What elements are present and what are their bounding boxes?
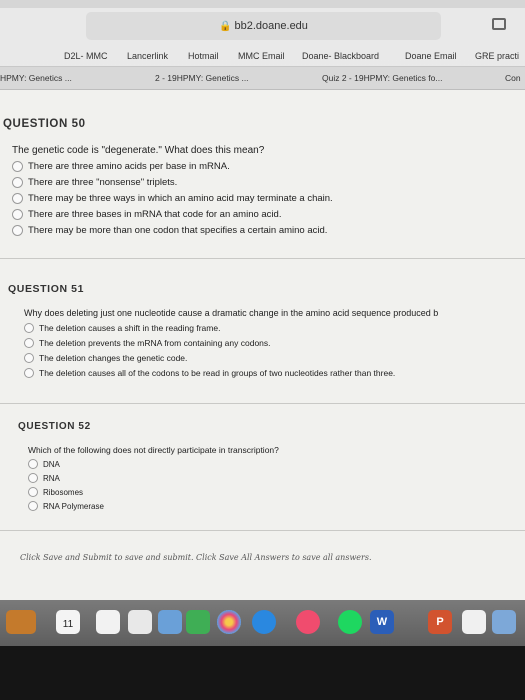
section-divider	[0, 530, 525, 531]
radio-button[interactable]	[12, 193, 23, 204]
photos-icon[interactable]	[217, 610, 241, 634]
bookmark-lancerlink[interactable]: Lancerlink	[127, 51, 169, 61]
bookmark-d2l-mmc[interactable]: D2L- MMC	[64, 51, 108, 61]
messages-icon[interactable]	[252, 610, 276, 634]
option-label: The deletion causes all of the codons to be read in groups of two nucleotides rather than three.	[39, 367, 396, 378]
question-52-text: Which of the following does not directly participate in transcription?	[28, 445, 279, 455]
radio-button[interactable]	[12, 225, 23, 236]
option-label: There are three amino acids per base in mRNA.	[28, 160, 230, 172]
question-52-option[interactable]	[28, 499, 279, 513]
section-divider	[0, 403, 525, 404]
option-label: The deletion prevents the mRNA from containing any codons.	[39, 337, 271, 348]
bookmark-gre-practice[interactable]: GRE practi	[475, 51, 520, 61]
dock	[0, 600, 525, 646]
option-label: DNA	[43, 459, 60, 469]
word-icon[interactable]	[370, 610, 394, 634]
calendar-icon[interactable]	[56, 610, 80, 634]
bookmark-doane-email[interactable]: Doane Email	[405, 51, 457, 61]
bookmarks-bar	[0, 48, 525, 66]
question-51-option[interactable]	[24, 365, 438, 380]
maps-icon[interactable]	[158, 610, 182, 634]
radio-button[interactable]	[28, 473, 38, 483]
lock-icon: 🔒	[219, 20, 232, 32]
option-label: The deletion causes a shift in the reading frame.	[39, 322, 221, 333]
bookmark-doane-blackboard[interactable]: Doane- Blackboard	[302, 51, 380, 61]
option-label: Ribosomes	[43, 487, 84, 497]
option-label: There may be three ways in which an amino acid may terminate a chain.	[28, 192, 333, 204]
calendar-day: 11	[62, 619, 74, 630]
radio-button[interactable]	[28, 459, 38, 469]
radio-button[interactable]	[24, 338, 34, 348]
question-51-heading: QUESTION 51	[8, 283, 85, 295]
option-label: RNA	[43, 473, 60, 483]
address-bar[interactable]	[86, 12, 441, 40]
radio-button[interactable]	[24, 368, 34, 378]
facetime-icon[interactable]	[186, 610, 210, 634]
option-label: There may be more than one codon that specifies a certain amino acid.	[28, 224, 328, 236]
window-top-strip	[0, 0, 525, 8]
preview-icon[interactable]	[462, 610, 486, 634]
radio-button[interactable]	[12, 177, 23, 188]
bookmark-mmc-email[interactable]: MMC Email	[238, 51, 285, 61]
option-label: RNA Polymerase	[43, 501, 104, 511]
folder-icon[interactable]	[6, 610, 36, 634]
question-52-option[interactable]	[28, 457, 279, 471]
option-label: There are three bases in mRNA that code for an amino acid.	[28, 208, 282, 220]
question-52-option[interactable]	[28, 485, 279, 499]
monitor-bezel	[0, 646, 525, 700]
spotify-icon[interactable]	[338, 610, 362, 634]
question-50-text: The genetic code is "degenerate." What does this mean?	[12, 145, 265, 156]
question-51-option[interactable]	[24, 350, 438, 365]
tab-genetics[interactable]: HPMY: Genetics ...	[0, 73, 72, 83]
bookmark-hotmail[interactable]: Hotmail	[188, 51, 219, 61]
powerpoint-label: P	[436, 616, 444, 628]
radio-button[interactable]	[12, 161, 23, 172]
word-label: W	[376, 616, 388, 628]
tab-19hpmy-genetics[interactable]: 2 - 19HPMY: Genetics ...	[155, 73, 249, 83]
question-50-option[interactable]	[12, 190, 333, 206]
question-52-option[interactable]	[28, 471, 279, 485]
question-50-option[interactable]	[12, 222, 333, 238]
question-50-option[interactable]	[12, 174, 333, 190]
radio-button[interactable]	[24, 323, 34, 333]
radio-button[interactable]	[28, 487, 38, 497]
powerpoint-icon[interactable]	[428, 610, 452, 634]
quiz-content	[0, 90, 525, 600]
tab-overview-icon[interactable]	[492, 18, 506, 30]
question-51-text: Why does deleting just one nucleotide cause a dramatic change in the amino acid sequence produced b	[24, 308, 439, 318]
question-50	[12, 145, 333, 238]
music-icon[interactable]	[296, 610, 320, 634]
question-50-option[interactable]	[12, 158, 333, 174]
question-50-option[interactable]	[12, 206, 333, 222]
tab-bar	[0, 66, 525, 90]
tab-con[interactable]: Con	[505, 73, 521, 83]
question-50-heading: QUESTION 50	[3, 118, 86, 130]
section-divider	[0, 258, 525, 259]
question-51-option[interactable]	[24, 320, 438, 335]
tab-quiz-2[interactable]: Quiz 2 - 19HPMY: Genetics fo...	[322, 73, 443, 83]
radio-button[interactable]	[24, 353, 34, 363]
question-51	[24, 308, 438, 380]
radio-button[interactable]	[28, 501, 38, 511]
option-label: There are three "nonsense" triplets.	[28, 176, 178, 188]
radio-button[interactable]	[12, 209, 23, 220]
question-51-option[interactable]	[24, 335, 438, 350]
notes-icon[interactable]	[96, 610, 120, 634]
question-52-heading: QUESTION 52	[18, 421, 91, 432]
url-text: bb2.doane.edu	[234, 20, 308, 32]
mail-icon[interactable]	[492, 610, 516, 634]
question-52	[28, 445, 279, 513]
blank-page-icon[interactable]	[128, 610, 152, 634]
save-instructions: Click Save and Submit to save and submit. Click Save All Answers to save all answers.	[20, 553, 372, 562]
option-label: The deletion changes the genetic code.	[39, 352, 188, 363]
